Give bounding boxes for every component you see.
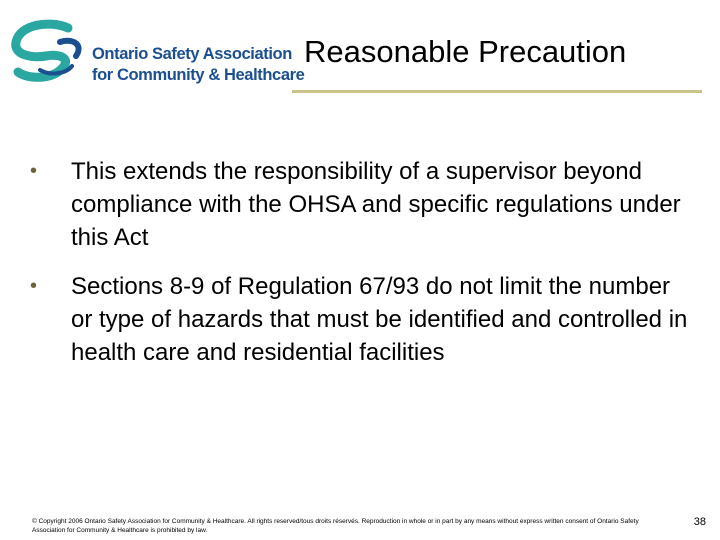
logo-line-2: for Community & Healthcare xyxy=(92,66,305,84)
bullet-dot: • xyxy=(30,275,38,297)
bullet-item xyxy=(30,270,690,369)
bullet-list xyxy=(30,155,690,385)
osach-logo xyxy=(10,18,305,90)
osach-swoosh-icon xyxy=(10,18,90,88)
bullet-text: Sections 8-9 of Regulation 67/93 do not limit the number or type of hazards that must be identified and controlled in health care and residential facilities xyxy=(71,273,688,366)
logo-text xyxy=(92,44,304,86)
logo-line-1: Ontario Safety Association xyxy=(92,45,292,63)
slide-title: Reasonable Precaution xyxy=(304,34,627,69)
bullet-text: This extends the responsibility of a supervisor beyond compliance with the OHSA and specific regulations under this Act xyxy=(71,158,681,251)
bullet-dot: • xyxy=(30,160,38,182)
copyright-footer: © Copyright 2006 Ontario Safety Association for Community & Healthcare. All rights reserved/tous droits réservés. Reproduction in whole or in part by any means without express written consent of Ontario Safety Association for Community & Healthcare is prohibited by law. xyxy=(32,518,639,534)
page-number: 38 xyxy=(693,516,706,528)
bullet-item xyxy=(30,155,690,254)
title-underline xyxy=(292,90,702,93)
